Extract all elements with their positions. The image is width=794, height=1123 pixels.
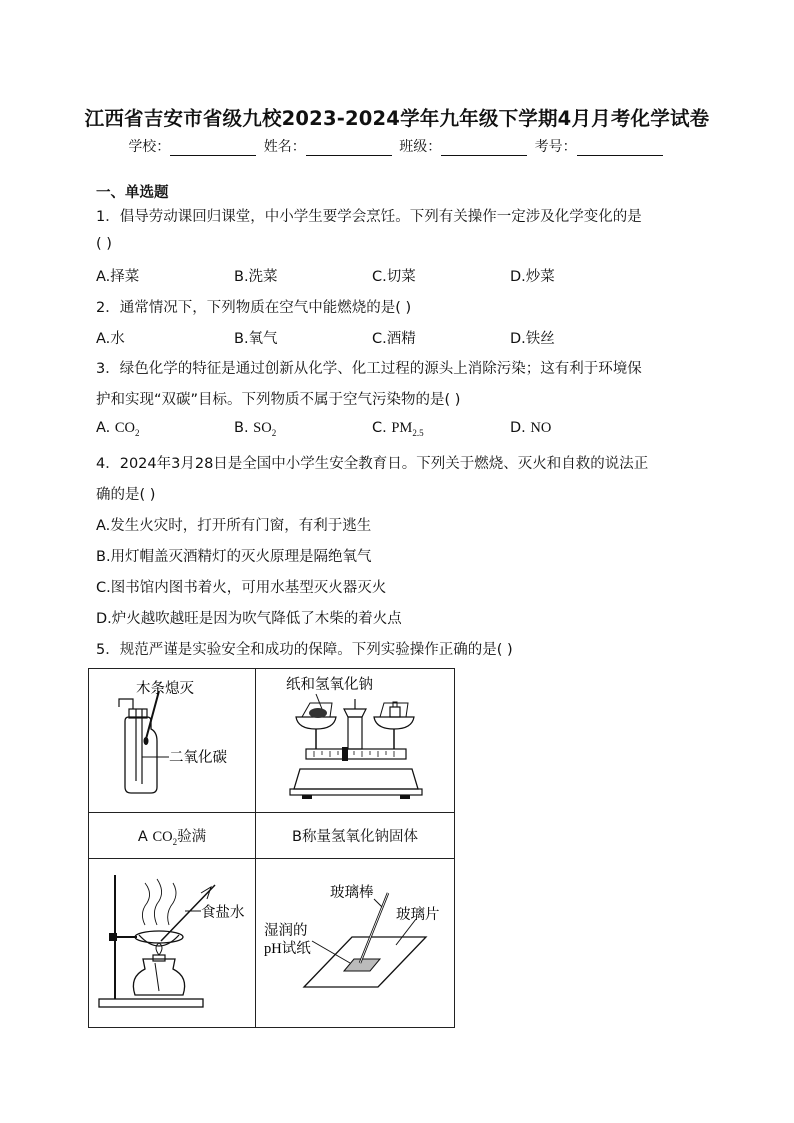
school-label: 学校： <box>128 139 171 155</box>
caption-b: B称量氢氧化钠固体 <box>256 813 455 859</box>
q2-option-b: B.氧气 <box>234 331 278 347</box>
name-label: 姓名： <box>263 139 306 155</box>
q3-option-c: C. $PM_{2.5}$ <box>372 420 424 438</box>
balance-weighing-diagram <box>256 669 454 808</box>
school-blank[interactable] <box>170 140 256 156</box>
q4-stem-line2: 确的是( ) <box>96 487 156 503</box>
q2-option-c: C.酒精 <box>372 331 416 347</box>
label-ph-paper: pH试纸 <box>264 941 311 957</box>
q3-stem-line2: 护和实现“双碳”目标。下列物质不属于空气污染物的是( ) <box>96 392 461 408</box>
label-splint-out: 木条熄灭 <box>136 681 194 697</box>
q1-option-b: B.洗菜 <box>234 269 278 285</box>
exam-number-blank[interactable] <box>577 140 663 156</box>
figure-b-cell <box>256 669 455 813</box>
class-label: 班级： <box>399 139 442 155</box>
q1-option-a: A.择菜 <box>96 269 140 285</box>
figure-c-cell <box>89 859 256 1028</box>
q3-option-d: D. NO <box>510 420 552 436</box>
class-blank[interactable] <box>441 140 527 156</box>
label-paper-naoh: 纸和氢氧化钠 <box>286 677 373 693</box>
q4-option-c: C.图书馆内图书着火，可用水基型灭火器灭火 <box>96 580 387 596</box>
q3-stem-line1: 3．绿色化学的特征是通过创新从化学、化工过程的源头上消除污染；这有利于环境保 <box>96 361 642 377</box>
q4-option-a: A.发生火灾时，打开所有门窗，有利于逃生 <box>96 518 372 534</box>
figure-d-cell <box>256 859 455 1028</box>
experiment-figure-table <box>88 668 455 1028</box>
q1-stem-line2: ( ) <box>96 236 112 252</box>
q2-option-a: A.水 <box>96 331 125 347</box>
label-glass-plate: 玻璃片 <box>396 907 440 923</box>
page-title: 江西省吉安市省级九校2023-2024学年九年级下学期4月月考化学试卷 <box>84 107 710 130</box>
student-info-line <box>0 136 794 156</box>
q2-stem: 2．通常情况下，下列物质在空气中能燃烧的是( ) <box>96 300 412 316</box>
q4-stem-line1: 4．2024年3月28日是全国中小学生安全教育日。下列关于燃烧、灭火和自救的说法正 <box>96 456 649 472</box>
q3-option-a: A. $CO_2$ <box>96 420 140 438</box>
figure-a-cell <box>89 669 256 813</box>
q4-option-b: B.用灯帽盖灭酒精灯的灭火原理是隔绝氧气 <box>96 549 372 565</box>
co2-full-test-diagram <box>89 669 255 808</box>
q5-stem: 5．规范严谨是实验安全和成功的保障。下列实验操作正确的是( ) <box>96 642 513 658</box>
name-blank[interactable] <box>306 140 392 156</box>
evaporation-diagram <box>89 859 255 1023</box>
q3-option-b: B. $SO_2$ <box>234 420 277 438</box>
q1-option-c: C.切菜 <box>372 269 416 285</box>
q1-stem-line1: 1．倡导劳动课回归课堂，中小学生要学会烹饪。下列有关操作一定涉及化学变化的是 <box>96 209 642 225</box>
caption-a: A $CO_2$验满 <box>89 813 256 859</box>
ph-test-diagram <box>256 859 454 1023</box>
label-glass-rod: 玻璃棒 <box>330 885 374 901</box>
q4-option-d: D.炉火越吹越旺是因为吹气降低了木柴的着火点 <box>96 611 402 627</box>
label-carbon-dioxide: 二氧化碳 <box>169 750 227 766</box>
label-salt-water: 食盐水 <box>201 905 245 921</box>
q1-option-d: D.炒菜 <box>510 269 555 285</box>
section-heading: 一、单选题 <box>96 185 169 201</box>
exam-number-label: 考号： <box>534 139 577 155</box>
q2-option-d: D.铁丝 <box>510 331 555 347</box>
label-moist: 湿润的 <box>264 923 308 939</box>
